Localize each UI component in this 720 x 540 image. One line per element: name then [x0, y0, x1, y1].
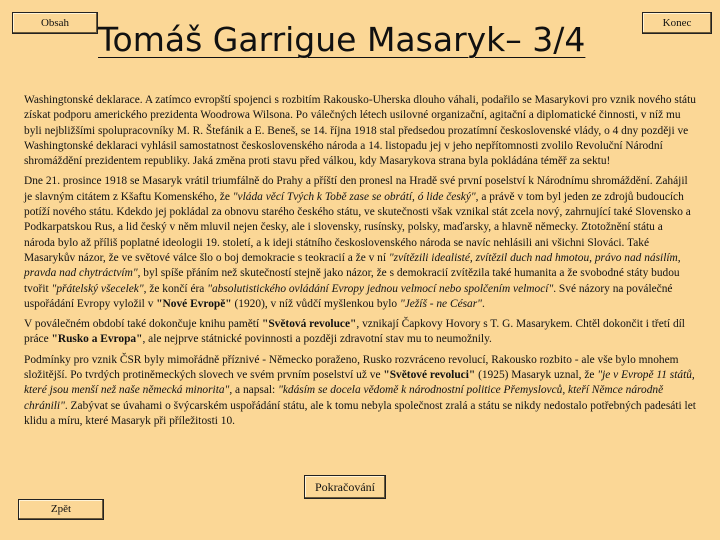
body-text: .	[481, 297, 485, 310]
paragraph-4	[24, 353, 696, 429]
paragraph-2	[24, 174, 696, 312]
end-button[interactable]: Konec	[642, 12, 712, 34]
book-title-text: "Rusko a Evropa"	[51, 333, 143, 346]
body-text: , že končí éra	[143, 282, 208, 295]
quote-text: "kdásím se docela vědomě k národnostní politice Přemyslovců, kteří Němce národně chránili"	[24, 384, 664, 412]
paragraph-3	[24, 317, 696, 348]
quote-text: "přátelský všecelek"	[51, 282, 144, 295]
body-text: , a právě v tom byl jeden ze zdrojů budoucích potíží nového státu. Kdekdo jej pokládal za obnovu starého českého státu, ve skutečnosti však vznikal stát zcela nový, zahrnující také Slovensko a Podkarpatskou Rus, a lid český v něm mluvil nejen česky, ale i slovensky, rusínsky, polsky, maďarsky, a hlavně německy. Ztotožnění státu a národa bylo až příliš poplatné ideologii 19. století, a k ideji státního československého národa se navíc nehlásili ani všichni Slováci. Také Masarykův názor, že ve světové válce šlo o boj demokracie s teokracií a že v ní	[24, 190, 691, 264]
contents-button[interactable]: Obsah	[12, 12, 98, 34]
quote-text: "je v Evropě 11 států, které jsou menší než naše německá minorita"	[24, 369, 695, 397]
body-text: Washingtonské deklarace. A zatímco evropští spojenci s rozbitím Rakousko-Uherska dlouho váhali, podařilo se Masarykovi pro vznik nového státu získat podporu amerického prezidenta Woodrowa Wilsona. Po válečných létech usilovné organizační, agitační a diplomatické činnosti, v níž mu byli nejbližšími spolupracovníky M. R. Štefánik a E. Beneš, se 14. října 1918 stal předsedou prozatímní československé vlády, o 4 dny později ve Washingtonské deklaraci vyhlásil samostatnost československého národa a 14. listopadu jej v jeho nepřítomnosti zvolilo Revoluční Národní shromáždění prezidentem republiky. Jaká změna proti stavu před válkou, kdy Masarykova strana byla pokládána téměř za sektu!	[24, 94, 696, 168]
quote-text: "vláda věcí Tvých k Tobě zase se obrátí, ó lide český"	[232, 190, 476, 203]
article-body	[24, 93, 696, 434]
quote-text: "zvítězili idealisté, zvítězil duch nad hmotou, právo nad násilím, pravda nad chytráctvím"	[24, 251, 681, 280]
quote-text: "Ježíš - ne César"	[399, 297, 482, 310]
body-text: (1920), v níž vůdčí myšlenkou bylo	[231, 297, 400, 310]
page-title: Tomáš Garrigue Masaryk– 3/4	[98, 20, 586, 59]
body-text: , a napsal:	[229, 384, 279, 397]
continue-button[interactable]: Pokračování	[304, 475, 386, 499]
quote-text: "absolutistického ovládání Evropy jednou velmocí nebo spolčením velmocí"	[207, 282, 554, 295]
body-text: . Zabývat se úvahami o švýcarském uspořádání státu, ale k tomu nebyla společnost zralá a státu se nikdy nedostalo potřebných padesáti let klidu a míru, které Masaryk při příležitosti 10.	[24, 399, 696, 427]
body-text: V poválečném období také dokončuje knihu pamětí	[24, 318, 262, 331]
body-text: , ale nejprve státnické povinnosti a později zdravotní stav mu to neumožnily.	[142, 333, 492, 346]
body-text: Dne 21. prosince 1918 se Masaryk vrátil triumfálně do Prahy a příští den pronesl na Hradě své první poselství k Národnímu shromáždění. Zahájil je slavným citátem z Kšaftu Komenského, že	[24, 175, 688, 203]
book-title-text: "Nové Evropě"	[156, 297, 232, 310]
body-text: (1925) Masaryk uznal, že	[475, 369, 598, 382]
back-button[interactable]: Zpět	[18, 499, 104, 520]
body-text: . Své názory na poválečné uspořádání Evropy vyložil v	[24, 282, 673, 310]
body-text: , vznikají Čapkovy Hovory s T. G. Masarykem. Chtěl dokončit i třetí díl práce	[24, 318, 685, 346]
book-title-text: "Světové revoluci"	[383, 369, 476, 382]
body-text: , byl spíše přáním než skutečností stejně jako názor, že s demokracií zvítězila také humanita a že svobodné státy budou tvořit	[24, 267, 680, 295]
book-title-text: "Světová revoluce"	[262, 318, 357, 331]
paragraph-1	[24, 93, 696, 169]
body-text: Podmínky pro vznik ČSR byly mimořádně příznivé - Německo poraženo, Rusko rozvráceno revolucí, Rakousko rozbito - ale vše bylo mnohem složitější. Po tvrdých protiněmeckých slovech ve svém prvním poselství už ve	[24, 353, 679, 382]
